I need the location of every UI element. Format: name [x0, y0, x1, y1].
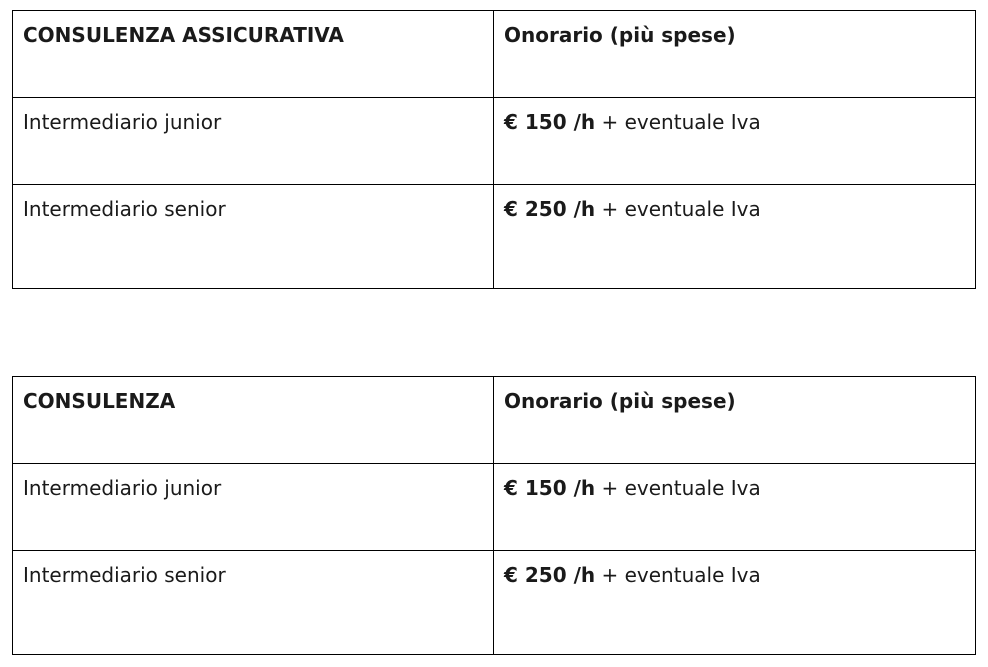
table-row	[13, 98, 976, 185]
service-header-cell: CONSULENZA ASSICURATIVA	[13, 11, 494, 98]
service-header-cell: CONSULENZA	[13, 377, 494, 464]
fee-header-cell: Onorario (più spese)	[494, 11, 976, 98]
table-header-row	[13, 377, 976, 464]
role-cell: Intermediario senior	[13, 551, 494, 655]
fee-cell	[494, 464, 976, 551]
fee-note: + eventuale Iva	[595, 563, 761, 587]
fee-cell	[494, 185, 976, 289]
fee-cell	[494, 551, 976, 655]
fee-amount: € 150 /h	[504, 476, 596, 500]
fee-table-consulenza-assicurativa	[12, 10, 976, 289]
role-cell: Intermediario senior	[13, 185, 494, 289]
fee-cell	[494, 98, 976, 185]
fee-table-consulenza	[12, 376, 976, 655]
table-row	[13, 551, 976, 655]
fee-note: + eventuale Iva	[595, 110, 761, 134]
fee-amount: € 250 /h	[504, 197, 596, 221]
fee-note: + eventuale Iva	[595, 476, 761, 500]
table-row	[13, 464, 976, 551]
role-cell: Intermediario junior	[13, 98, 494, 185]
fee-amount: € 250 /h	[504, 563, 596, 587]
fee-note: + eventuale Iva	[595, 197, 761, 221]
role-cell: Intermediario junior	[13, 464, 494, 551]
table-row	[13, 185, 976, 289]
table-header-row	[13, 11, 976, 98]
fee-amount: € 150 /h	[504, 110, 596, 134]
fee-header-cell: Onorario (più spese)	[494, 377, 976, 464]
